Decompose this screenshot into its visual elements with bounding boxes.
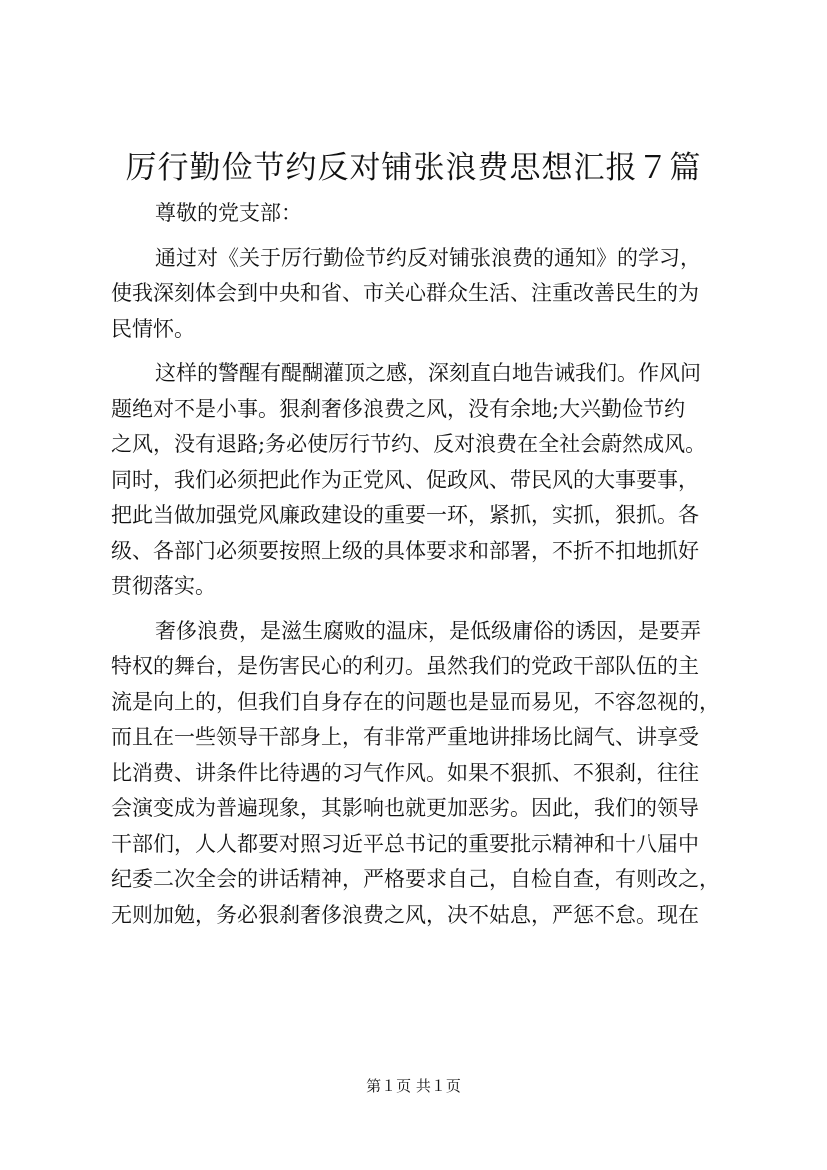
paragraph-3-line-5: 比消费、讲条件比待遇的习气作风。如果不狠抓、不狠刹，往往 [111,760,699,785]
salutation-line: 尊敬的党支部： [155,201,302,225]
paragraph-3-line-4: 而且在一些领导干部身上，有非常严重地讲排场比阔气、讲享受 [111,725,699,749]
paragraph-1-line-1: 通过对《关于厉行勤俭节约反对铺张浪费的通知》的学习， [155,245,701,270]
paragraph-2-line-2: 题绝对不是小事。狠刹奢侈浪费之风，没有余地;大兴勤俭节约 [111,396,686,421]
paragraph-3-line-7: 干部们，人人都要对照习近平总书记的重要批示精神和十八届中 [111,831,699,856]
paragraph-3-line-8: 纪委二次全会的讲话精神，严格要求自己，自检自查，有则改之， [111,867,720,891]
paragraph-3-line-9: 无则加勉，务必狠刹奢侈浪费之风，决不姑息，严惩不怠。现在 [111,902,699,927]
paragraph-gap [111,605,735,614]
paragraph-2-line-4: 同时，我们必须把此作为正党风、促政风、带民风的大事要事， [111,467,699,492]
paragraph-2-line-6: 级、各部门必须要按照上级的具体要求和部署，不折不扣地抓好 [111,538,699,563]
document-body [111,196,735,933]
paragraph-3-line-2: 特权的舞台，是伤害民心的利刃。虽然我们的党政干部队伍的主 [111,654,699,678]
paragraph-3-line-1: 奢侈浪费，是滋生腐败的温床，是低级庸俗的诱因，是要弄 [155,618,701,643]
paragraph-3-line-6: 会演变成为普遍现象，其影响也就更加恶劣。因此，我们的领导 [111,796,699,820]
paragraph-gap [111,347,735,356]
paragraph-2-line-3: 之风，没有退路;务必使厉行节约、反对浪费在全社会蔚然成风。 [111,432,707,456]
document-title: 厉行勤俭节约反对铺张浪费思想汇报７篇 [125,150,702,186]
paragraph-1-line-2: 使我深刻体会到中央和省、市关心群众生活、注重改善民生的为 [111,281,699,305]
paragraph-1-line-3: 民情怀。 [111,316,195,341]
paragraph-2-line-1: 这样的警醒有醍醐灌顶之感，深刻直白地告诫我们。作风问 [155,361,701,385]
paragraph-2-line-5: 把此当做加强党风廉政建设的重要一环，紧抓，实抓，狠抓。各 [111,503,699,527]
page-number-footer: 第１页 共１页 [366,1077,461,1095]
paragraph-gap [111,232,735,241]
paragraph-3-line-3: 流是向上的，但我们自身存在的问题也是显而易见，不容忽视的， [111,689,720,714]
paragraph-2-line-7: 贯彻落实。 [111,574,216,598]
